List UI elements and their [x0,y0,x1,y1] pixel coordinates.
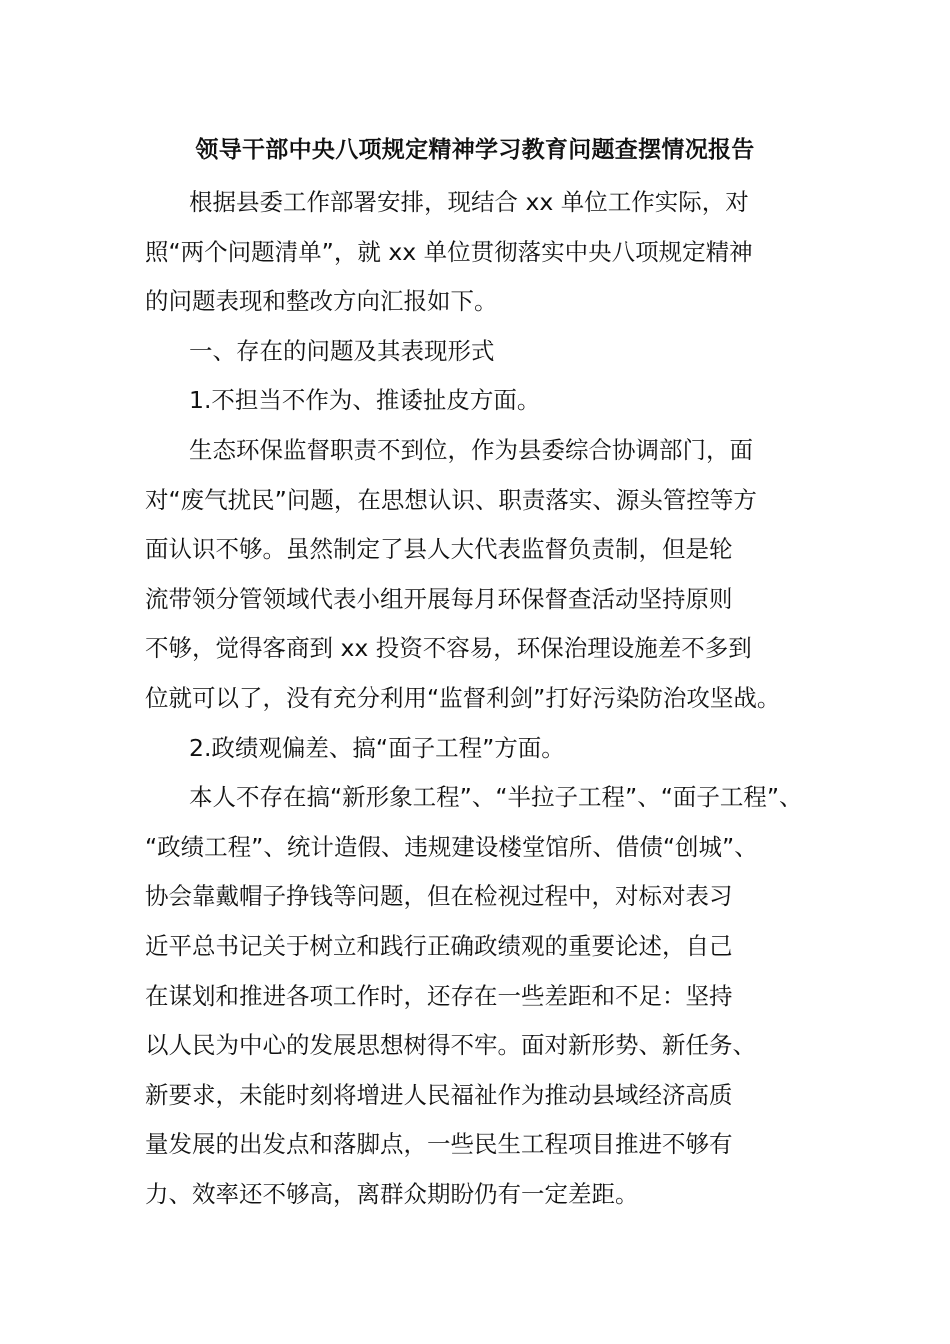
body-line: 近平总书记关于树立和践行正确政绩观的重要论述，自己 [145,931,733,960]
body-line: 本人不存在搞“新形象工程”、“半拉子工程”、“面子工程”、 [189,783,803,812]
body-line: 根据县委工作部署安排，现结合 xx 单位工作实际，对 [189,188,749,216]
body-line: 位就可以了，没有充分利用“监督利剑”打好污染防治攻坚战。 [145,683,781,712]
body-line: 生态环保监督职责不到位，作为县委综合协调部门，面 [189,435,753,464]
body-line: 的问题表现和整改方向汇报如下。 [145,287,498,316]
body-line: 一、存在的问题及其表现形式 [189,336,495,365]
body-line: 新要求，未能时刻将增进人民福祉作为推动县域经济高质 [145,1080,733,1109]
body-line: 对“废气扰民”问题，在思想认识、职责落实、源头管控等方 [145,485,757,514]
document-title: 领导干部中央八项规定精神学习教育问题查摆情况报告 [195,137,755,163]
body-line: 2.政绩观偏差、搞“面子工程”方面。 [189,733,565,762]
body-line: 以人民为中心的发展思想树得不牢。面对新形势、新任务、 [145,1031,756,1060]
body-line: 面认识不够。虽然制定了县人大代表监督负责制，但是轮 [145,535,733,564]
body-line: 在谋划和推进各项工作时，还存在一些差距和不足：坚持 [145,981,733,1010]
body-line: 协会靠戴帽子挣钱等问题，但在检视过程中，对标对表习 [145,882,733,911]
body-line: 力、效率还不够高，离群众期盼仍有一定差距。 [145,1179,639,1208]
body-line: “政绩工程”、统计造假、违规建设楼堂馆所、借债“创城”、 [145,832,758,861]
document-body [145,178,825,1219]
body-line: 流带领分管领域代表小组开展每月环保督查活动坚持原则 [145,584,733,613]
body-line: 照“两个问题清单”，就 xx 单位贯彻落实中央八项规定精神 [145,237,753,266]
body-line: 量发展的出发点和落脚点，一些民生工程项目推进不够有 [145,1130,733,1159]
body-line: 1.不担当不作为、推诿扯皮方面。 [189,386,541,415]
body-line: 不够，觉得客商到 xx 投资不容易，环保治理设施差不多到 [145,634,752,663]
